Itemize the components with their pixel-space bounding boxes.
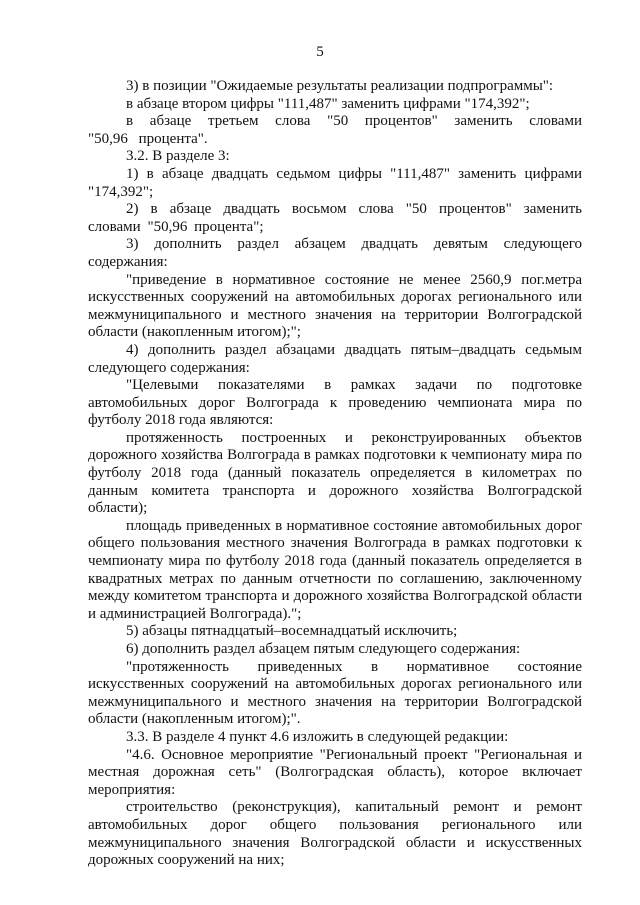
paragraph-section-3-2: 3.2. В разделе 3:	[126, 148, 230, 165]
paragraph-item-2: 2) в абзаце двадцать восьмом слова "50 процентов" заменить словами "50,96 процента";	[88, 201, 582, 235]
paragraph-construction: строительство (реконструкция), капитальный ремонт и ремонт автомобильных дорог общего пользования регионального или межмуниципального значения Волгоградской области и искусственных дорожных сооружений на них;	[88, 799, 582, 869]
paragraph-section-3-3: 3.3. В разделе 4 пункт 4.6 изложить в следующей редакции:	[126, 728, 509, 745]
page-number: 5	[316, 44, 324, 60]
paragraph-length-structures: "протяженность приведенных в нормативное состояние искусственных сооружений на автомобильных дорогах регионального или межмуниципального и местного значения на территории Волгоградской области (накопленным итогом);".	[88, 658, 582, 728]
paragraph-length-objects: протяженность построенных и реконструированных объектов дорожного хозяйства Волгограда в рамках подготовки к чемпионату мира по футболу 2018 года (данный показатель определяется в километрах по данным комитета транспорта и дорожного хозяйства Волгоградской области);	[88, 429, 582, 517]
paragraph-second-abzac: в абзаце втором цифры "111,487" заменить цифрами "174,392";	[126, 95, 530, 112]
paragraph-quote-29: "приведение в нормативное состояние не менее 2560,9 пог.метра искусственных сооружений на автомобильных дорогах регионального или межмуниципального и местного значения на территории Волгоградской области (накопленным итогом);";	[88, 271, 582, 341]
paragraph-main-event: "4.6. Основное мероприятие "Региональный проект "Региональная и местная дорожная сеть" (Волгоградская область), которое включает мероприятия:	[88, 746, 582, 798]
document-body	[88, 78, 582, 870]
paragraph-item-5: 5) абзацы пятнадцатый–восемнадцатый исключить;	[126, 623, 458, 640]
paragraph-item-4: 4) дополнить раздел абзацами двадцать пятым–двадцать седьмым следующего содержания:	[88, 341, 582, 376]
paragraph-item-3: 3) дополнить раздел абзацем двадцать девятым следующего содержания:	[88, 236, 582, 270]
paragraph-expected-results: 3) в позиции "Ожидаемые результаты реализации подпрограммы":	[126, 78, 554, 94]
paragraph-item-1: 1) в абзаце двадцать седьмом цифры "111,487" заменить цифрами "174,392";	[88, 165, 582, 200]
paragraph-third-abzac: в абзаце третьем слова "50 процентов" заменить словами "50,96 процента".	[88, 113, 582, 147]
paragraph-target-indicators: "Целевыми показателями в рамках задачи по подготовке автомобильных дорог Волгограда к проведению чемпионата мира по футболу 2018 года являются:	[88, 377, 582, 429]
paragraph-item-6: 6) дополнить раздел абзацем пятым следующего содержания:	[126, 641, 521, 657]
paragraph-area-roads: площадь приведенных в нормативное состояние автомобильных дорог общего пользования местного значения Волгограда в рамках подготовки к чемпионату мира по футболу 2018 года (данный показатель определяется в квадратных метрах по данным отчетности по соглашению, заключенному между комитетом транспорта и дорожного хозяйства Волгоградской области и администрацией Волгограда).";	[88, 517, 582, 622]
